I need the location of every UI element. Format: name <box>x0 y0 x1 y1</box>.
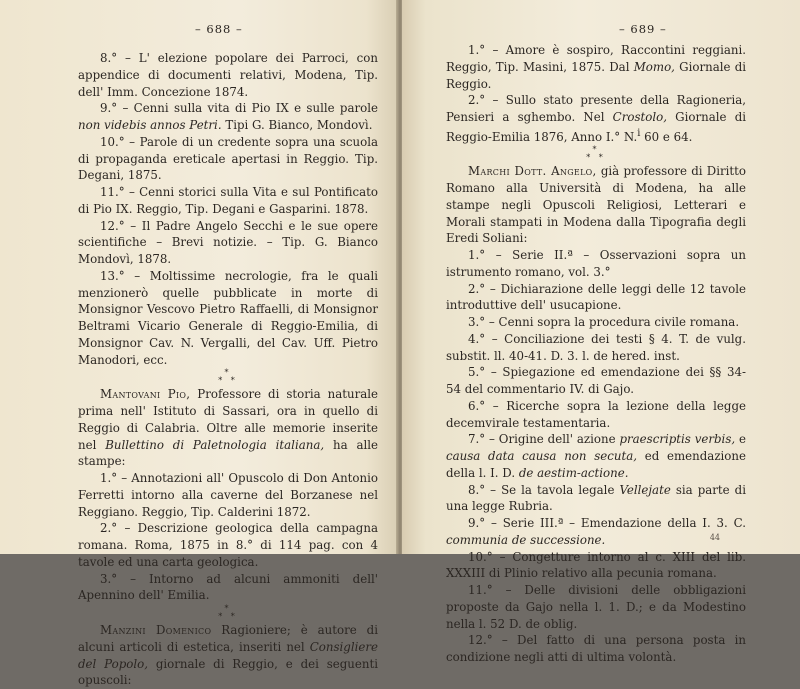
author-name-mantovani: Mantovani Pio, <box>100 387 191 402</box>
marchi-item-5: 5.° – Spiegazione ed emendazione dei §§ 34-54 del commentario IV. di Gajo. <box>446 365 746 397</box>
mantovani-item-3: 3.° – Intorno ad alcuni ammoniti dell' Apennino dell' Emilia. <box>78 571 378 603</box>
entry-12: 12.° – Il Padre Angelo Secchi e le sue opere scientifiche – Brevi notizie. – Tip. G. Bianco Mondovì, 1878. <box>78 218 378 266</box>
marchi-item-1: 1.° – Serie II.ª – Osservazioni sopra un istrumento romano, vol. 3.° <box>446 248 746 279</box>
marchi-item-10: 10.° – Congetture intorno al c. XIII del lib. XXXIII di Plinio relativo alla pecunia romana. <box>446 549 746 581</box>
page-number-right: – 689 – <box>619 22 667 36</box>
mantovani-intro: Mantovani Pio, Professore di storia naturale prima nell' Istituto di Sassari, ora in quello di Reggio di Calabria. Oltre alle memorie inserite nel Bullettino di Paletnologia italiana, ha alle stampe: <box>78 387 379 469</box>
left-page <box>0 0 398 688</box>
signature-mark: 44 <box>709 533 720 542</box>
asterism-2: * * * <box>218 604 238 621</box>
right-page <box>402 0 800 665</box>
entry-9: 9.° – Cenni sulla vita di Pio IX e sulle parole non videbis annos Petri. Tipi G. Bianco, Mondovì. <box>78 101 378 132</box>
author-name-marchi: Marchi Dott. Angelo, <box>468 164 597 179</box>
mantovani-item-2: 2.° – Descrizione geologica della campagna romana. Roma, 1875 in 8.° di 114 pag. con 4 tavole ed una carta geologica. <box>78 521 378 569</box>
asterism-1: * * * <box>218 368 238 386</box>
page-number-left: – 688 – <box>195 22 243 36</box>
manzini-item-1: 1.° – Amore è sospiro, Raccontini reggiani. Reggio, Tip. Masini, 1875. Dal Momo, Giornale di Reggio. <box>446 43 747 91</box>
left-page-text <box>78 50 378 689</box>
entry-8: 8.° – L' elezione popolare dei Parroci, con appendice di documenti relativi, Modena, Tip. dell' Imm. Concezione 1874. <box>78 51 378 99</box>
marchi-intro: Marchi Dott. Angelo, già professore di Diritto Romano alla Università di Modena, ha alle stampe negli Opuscoli Religiosi, Letterari e Morali stampati in Modena dalla Tipografia degli Eredi Soliani: <box>446 164 746 246</box>
marchi-item-9: 9.° – Serie III.ª – Emendazione della I. 3. C. communia de successione. <box>446 516 746 547</box>
asterism-3: * * * <box>586 145 606 163</box>
marchi-item-3: 3.° – Cenni sopra la procedura civile romana. <box>468 315 740 330</box>
manzini-intro: Manzini Domenico Ragioniere; è autore di alcuni articoli di estetica, inseriti nel Consigliere del Popolo, giornale di Reggio, e dei seguenti opuscoli: <box>78 623 378 688</box>
marchi-item-8: 8.° – Se la tavola legale Vellejate sia parte di una legge Rubria. <box>446 482 746 514</box>
entry-13: 13.° – Moltissime necrologie, fra le quali menzionerò quelle pubblicate in morte di Monsignor Vescovo Pietro Raffaelli, di Monsignor Beltrami Vicario Generale di Reggio-Emilia, di Monsignor Cav. N. Vergalli, del Cav. Uff. Pietro Manodori, ecc. <box>78 268 378 367</box>
entry-10: 10.° – Parole di un credente sopra una scuola di propaganda ereticale apertasi in Reggio. Tip. Degani, 1875. <box>78 134 378 183</box>
author-name-manzini: Manzini Domenico <box>100 623 212 637</box>
marchi-item-4: 4.° – Conciliazione dei testi § 4. T. de vulg. substit. ll. 40-41. D. 3. l. de hered. inst. <box>446 331 746 363</box>
right-page-text <box>446 42 746 666</box>
mantovani-item-1: 1.° – Annotazioni all' Opuscolo di Don Antonio Ferretti intorno alla caverne del Borzanese nel Reggiano. Reggio, Tip. Calderini 1872. <box>78 471 378 519</box>
marchi-item-11: 11.° – Delle divisioni delle obbligazioni proposte da Gajo nella l. 1. D.; e da Modestino nella l. 52 D. de oblig. <box>446 583 746 631</box>
entry-9-italic: non videbis annos Petri. <box>78 118 222 132</box>
manzini-item-2: 2.° – Sullo stato presente della Ragioneria, Pensieri a sghembo. Nel Crostolo, Giornale di Reggio-Emilia 1876, Anno I.° N.$^i$ 60 e 64. <box>446 93 747 144</box>
entry-11: 11.° – Cenni storici sulla Vita e sul Pontificato di Pio IX. Reggio, Tip. Degani e Gasparini. 1878. <box>78 185 378 216</box>
marchi-item-12: 12.° – Del fatto di una persona posta in condizione negli atti di ultima volontà. <box>446 633 746 665</box>
marchi-item-6: 6.° – Ricerche sopra la lezione della legge decemvirale testamentaria. <box>446 398 746 430</box>
marchi-item-2: 2.° – Dichiarazione delle leggi delle 12 tavole introduttive dell' usucapione. <box>446 281 746 313</box>
marchi-item-7: 7.° – Origine dell' azione praescriptis verbis, e causa data causa non secuta, ed emendazione della l. I. D. de aestim-actione. <box>446 432 746 480</box>
